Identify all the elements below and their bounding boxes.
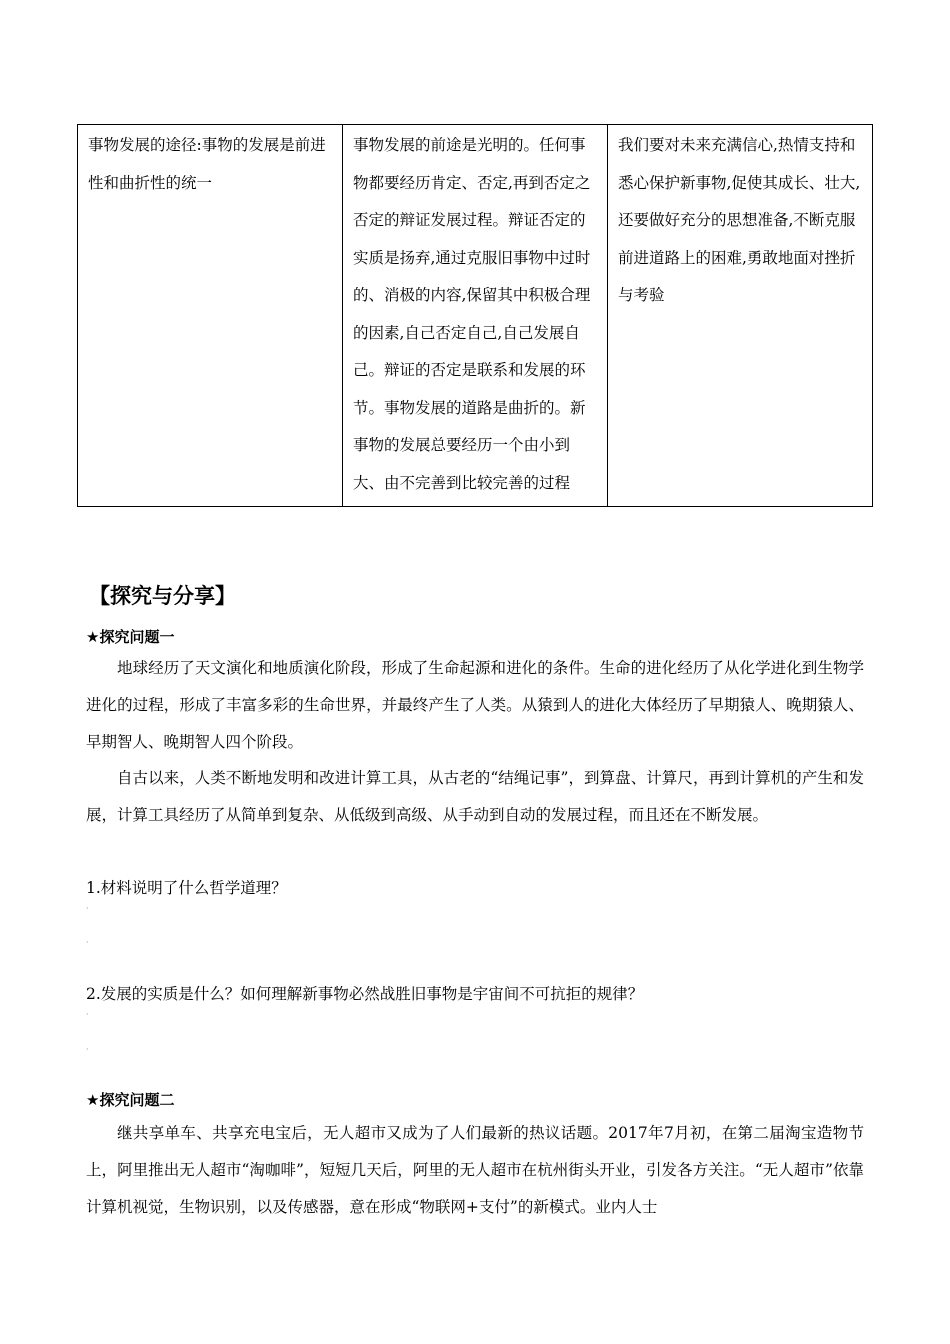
inquiry-two-paragraph-1: 继共享单车、共享充电宝后，无人超市又成为了人们最新的热议话题。2017年7月初，在第二届淘宝造物节上，阿里推出无人超市“淘咖啡”，短短几天后，阿里的无人超市在杭州街头开业，引发各方关注。“无人超市”依靠计算机视觉，生物识别，以及传感器，意在形成“物联网+支付”的新模式。业内人士 — [86, 1124, 864, 1216]
question-2: 2.发展的实质是什么？如何理解新事物必然战胜旧事物是宇宙间不可抗拒的规律？ — [86, 985, 644, 1003]
table-cell-path — [78, 125, 343, 507]
blank-line-marker: · — [86, 1010, 89, 1019]
inquiry-one-paragraph-1: 地球经历了天文演化和地质演化阶段，形成了生命起源和进化的条件。生命的进化经历了从化学进化到生物学进化的过程，形成了丰富多彩的生命世界，并最终产生了人类。从猿到人的进化大体经历了早期猿人、晚期猿人、早期智人、晚期智人四个阶段。 — [86, 659, 864, 751]
inquiry-one-title: ★探究问题一 — [86, 628, 175, 646]
blank-line-marker: · — [86, 938, 89, 947]
inquiry-one-paragraph-2: 自古以来，人类不断地发明和改进计算工具，从古老的“结绳记事”，到算盘、计算尺，再到计算机的产生和发展，计算工具经历了从简单到复杂、从低级到高级、从手动到自动的发展过程，而且还在不断发展。 — [86, 769, 864, 824]
cell-text: 事物发展的前途是光明的。任何事物都要经历肯定、否定,再到否定之否定的辩证发展过程。辩证否定的实质是扬弃,通过克服旧事物中过时的、消极的内容,保留其中积极合理的因素,自己否定自己,自己发展自己。辩证的否定是联系和发展的环节。事物发展的道路是曲折的。新事物的发展总要经历一个由小到大、由不完善到比较完善的过程 — [353, 136, 591, 492]
summary-table — [77, 124, 873, 507]
cell-text: 我们要对未来充满信心,热情支持和悉心保护新事物,促使其成长、壮大,还要做好充分的思想准备,不断克服前进道路上的困难,勇敢地面对挫折与考验 — [618, 136, 861, 304]
cell-text: 事物发展的途径:事物的发展是前进性和曲折性的统一 — [88, 136, 326, 192]
table-row — [78, 125, 873, 507]
table-cell-attitude — [608, 125, 873, 507]
section-title: 【探究与分享】 — [89, 584, 236, 608]
blank-line-marker: · — [86, 1045, 89, 1054]
question-1: 1.材料说明了什么哲学道理？ — [86, 879, 287, 897]
table-cell-prospect — [343, 125, 608, 507]
blank-line-marker: · — [86, 904, 89, 913]
inquiry-two-title: ★探究问题二 — [86, 1091, 175, 1109]
